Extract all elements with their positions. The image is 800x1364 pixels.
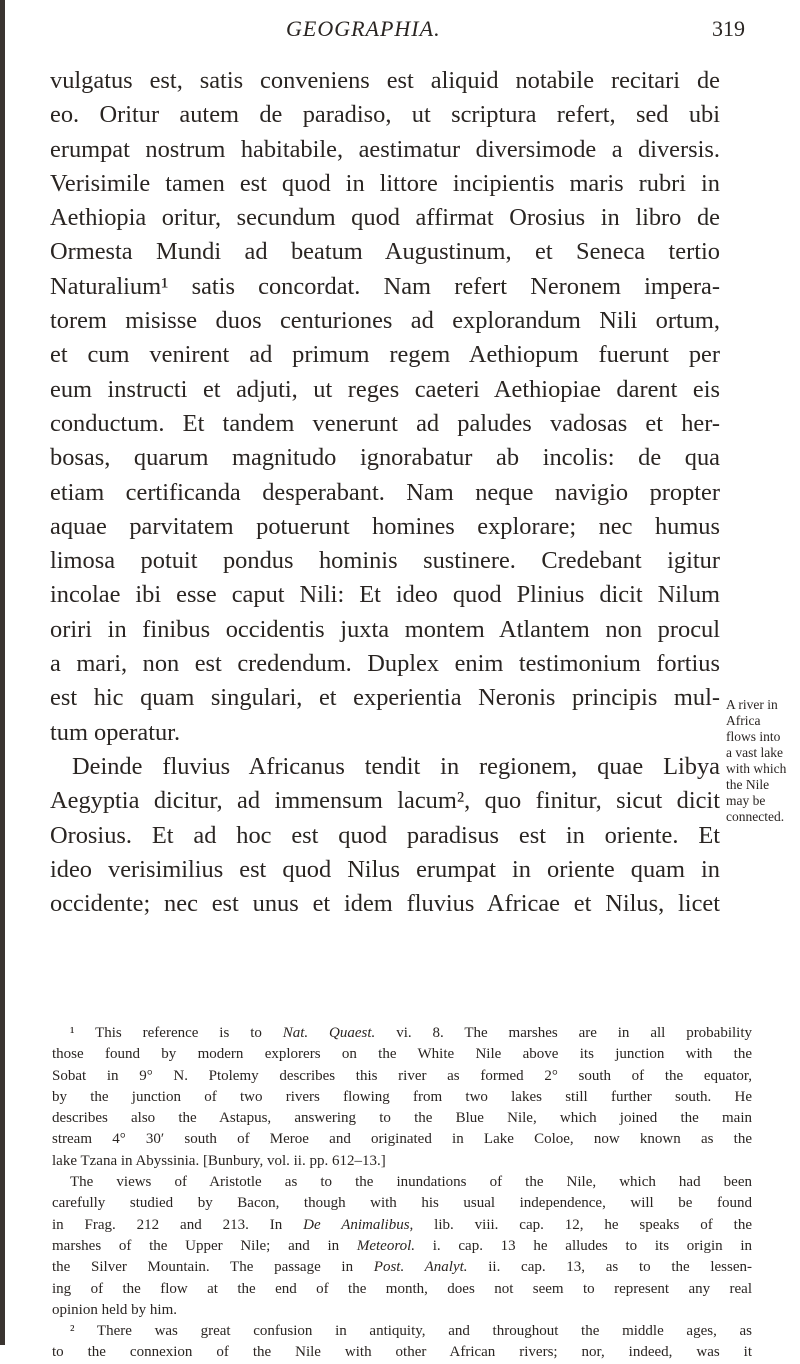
text-line: est hic quam singulari, et experientia Neronis principis mul- (50, 684, 720, 712)
italic-title: Nat. Quaest. (282, 1025, 376, 1041)
running-title: GEOGRAPHIA. (286, 16, 441, 41)
text-line: Verisimile tamen est quod in littore incipientis maris rubri in (50, 169, 720, 197)
italic-title: Post. Analyt. (373, 1259, 468, 1276)
text-line: Aethiopia oritur, secundum quod affirmat Orosius in libro de (50, 204, 720, 232)
footnote-line (52, 1172, 752, 1193)
footnote-line (52, 1300, 752, 1321)
margin-note-line: the Nile (726, 777, 770, 792)
footnotes (52, 1023, 752, 1364)
footnote-text: the Silver Mountain. The passage in (52, 1259, 374, 1276)
text-line: incolae ibi esse caput Nili: Et ideo quod Plinius dicit Nilum (50, 581, 720, 609)
footnote-line (52, 1108, 752, 1129)
footnote-line (52, 1087, 752, 1108)
text-line: etiam certificanda desperabant. Nam neque navigio propter (50, 478, 720, 506)
footnote-text: carefully studied by Bacon, though with his usual independence, will be found (52, 1195, 752, 1212)
footnote-text: i. cap. 13 he alludes to its origin in (415, 1237, 753, 1254)
page-number: 319 (712, 16, 745, 41)
footnote-text: describes also the Astapus, answering to the Blue Nile, which joined the main (52, 1110, 752, 1127)
footnote-line (52, 1066, 752, 1087)
footnote-text: marshes of the Upper Nile; and in (52, 1237, 357, 1254)
footnote-text: opinion held by him. (52, 1301, 177, 1318)
text-line: Ormesta Mundi ad beatum Augustinum, et Seneca tertio (50, 238, 720, 266)
margin-note-line: connected. (726, 809, 785, 824)
footnote-line (52, 1342, 752, 1363)
footnote-text: in Frag. 212 and 213. In (52, 1216, 304, 1233)
footnote-line (52, 1129, 752, 1150)
main-text (50, 64, 720, 921)
italic-title: Meteorol. (356, 1237, 416, 1254)
footnote-text: ii. cap. 13, as to the lessen- (467, 1259, 752, 1276)
footnote-line (52, 1279, 752, 1300)
text-line: oriri in finibus occidentis juxta montem Atlantem non procul (50, 615, 720, 643)
footnote-text: ¹ This reference is to (70, 1025, 283, 1041)
margin-note-line: flows into (726, 729, 781, 744)
footnote-text: The views of Aristotle as to the inundations of the Nile, which had been (70, 1174, 752, 1191)
text-line: Orosius. Et ad hoc est quod paradisus est in oriente. Et (50, 821, 720, 849)
footnote-text: to the connexion of the Nile with other African rivers; nor, indeed, was it (52, 1344, 752, 1361)
footnote-line (52, 1023, 752, 1044)
text-line: vulgatus est, satis conveniens est aliquid notabile recitari de (50, 67, 720, 94)
text-line: limosa potuit pondus hominis sustinere. Credebant igitur (50, 547, 720, 575)
text-line: erumpat nostrum habitabile, aestimatur diversimode a diversis. (50, 135, 720, 163)
text-line: tum operatur. (50, 718, 181, 746)
footnote-line (52, 1215, 752, 1236)
text-line: torem misisse duos centuriones ad explorandum Nili ortum, (50, 307, 720, 335)
footnote-line (52, 1151, 752, 1172)
text-line: aquae parvitatem potuerunt homines explorare; nec humus (50, 512, 720, 540)
footnote-text: ing of the flow at the end of the month, does not seem to represent any real (52, 1280, 752, 1297)
footnote-text: lake Tzana in Abyssinia. [Bunbury, vol. ii. pp. 612–13.] (52, 1152, 386, 1169)
footnote-text: ² There was great confusion in antiquity, and throughout the middle ages, as (70, 1323, 752, 1340)
footnote-line (52, 1193, 752, 1214)
footnote-text: lib. viii. cap. 12, he speaks of the (413, 1216, 752, 1233)
footnote-text: those found by modern explorers on the White Nile above its junction with the (52, 1046, 752, 1063)
text-line: conductum. Et tandem venerunt ad paludes vadosas et her- (50, 409, 720, 437)
italic-title: De Animalibus, (303, 1216, 414, 1233)
footnote-line (52, 1321, 752, 1342)
footnote-line (52, 1257, 752, 1278)
text-line: eum instructi et adjuti, ut reges caeteri Aethiopiae darent eis (50, 375, 720, 403)
page-header (0, 12, 800, 52)
text-line: et cum venirent ad primum regem Aethiopum fuerunt per (50, 341, 720, 369)
text-line: Deinde fluvius Africanus tendit in regionem, quae Libya (72, 752, 720, 780)
text-line: occidente; nec est unus et idem fluvius Africae et Nilus, licet (50, 890, 720, 918)
footnote-text: stream 4° 30′ south of Meroe and originated in Lake Coloe, now known as the (52, 1131, 752, 1148)
footnote-text: Sobat in 9° N. Ptolemy describes this river as formed 2° south of the equator, (52, 1067, 752, 1084)
text-line: Aegyptia dicitur, ad immensum lacum², quo finitur, sicut dicit (50, 787, 720, 815)
text-line: Naturalium¹ satis concordat. Nam refert Neronem impera- (50, 272, 720, 300)
margin-note-line: may be (726, 793, 766, 808)
margin-note-line: Africa (726, 713, 761, 728)
margin-note-line: A river in (726, 697, 778, 712)
footnote-line (52, 1236, 752, 1257)
margin-note-line: a vast lake (726, 745, 783, 760)
text-line: bosas, quarum magnitudo ignorabatur ab incolis: de qua (50, 444, 720, 472)
text-line: a mari, non est credendum. Duplex enim testimonium fortius (50, 650, 720, 678)
footnote-text: vi. 8. The marshes are in all probability (375, 1025, 753, 1041)
text-line: eo. Oritur autem de paradiso, ut scriptura refert, sed ubi (50, 101, 720, 129)
footnote-text: by the junction of two rivers flowing from two lakes still further south. He (52, 1088, 752, 1105)
margin-note (726, 697, 798, 825)
text-line: ideo verisimilius est quod Nilus erumpat in oriente quam in (50, 855, 720, 883)
page-edge-bar (0, 0, 5, 1345)
footnote-line (52, 1044, 752, 1065)
margin-note-line: with which (726, 761, 787, 776)
